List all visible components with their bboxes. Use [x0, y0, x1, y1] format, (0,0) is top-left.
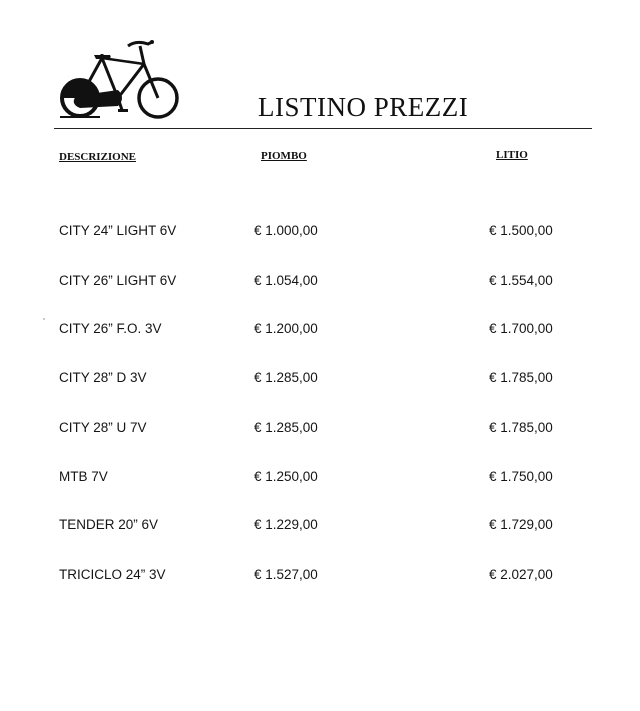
price-piombo: € 1.000,00: [254, 223, 318, 238]
product-name: CITY 26” LIGHT 6V: [59, 273, 177, 288]
price-piombo: € 1.250,00: [254, 469, 318, 484]
product-name: CITY 24” LIGHT 6V: [59, 223, 177, 238]
price-litio: € 1.785,00: [489, 370, 553, 385]
product-name: TENDER 20” 6V: [59, 517, 159, 532]
page-title: LISTINO PREZZI: [258, 92, 469, 122]
column-header-litio: LITIO: [496, 149, 528, 161]
scan-speck: [43, 318, 45, 320]
table-row: [0, 321, 640, 343]
column-header-description: DESCRIZIONE: [59, 151, 137, 163]
price-piombo: € 1.200,00: [254, 321, 318, 336]
price-litio: € 1.750,00: [489, 469, 553, 484]
table-row: [0, 420, 640, 442]
price-piombo: € 1.527,00: [254, 567, 318, 582]
price-piombo: € 1.285,00: [254, 420, 318, 435]
price-piombo: € 1.054,00: [254, 273, 318, 288]
table-row: [0, 567, 640, 589]
price-piombo: € 1.229,00: [254, 517, 318, 532]
product-name: CITY 28” U 7V: [59, 420, 147, 435]
product-name: CITY 26” F.O. 3V: [59, 321, 162, 336]
table-row: [0, 370, 640, 392]
price-litio: € 1.700,00: [489, 321, 553, 336]
table-row: [0, 273, 640, 295]
price-litio: € 2.027,00: [489, 567, 553, 582]
price-piombo: € 1.285,00: [254, 370, 318, 385]
column-header-piombo: PIOMBO: [261, 150, 307, 162]
price-litio: € 1.729,00: [489, 517, 553, 532]
price-litio: € 1.554,00: [489, 273, 553, 288]
product-name: TRICICLO 24” 3V: [59, 567, 166, 582]
price-litio: € 1.785,00: [489, 420, 553, 435]
product-name: CITY 28” D 3V: [59, 370, 147, 385]
product-name: MTB 7V: [59, 469, 108, 484]
table-row: [0, 223, 640, 245]
table-row: [0, 517, 640, 539]
price-litio: € 1.500,00: [489, 223, 553, 238]
table-row: [0, 469, 640, 491]
